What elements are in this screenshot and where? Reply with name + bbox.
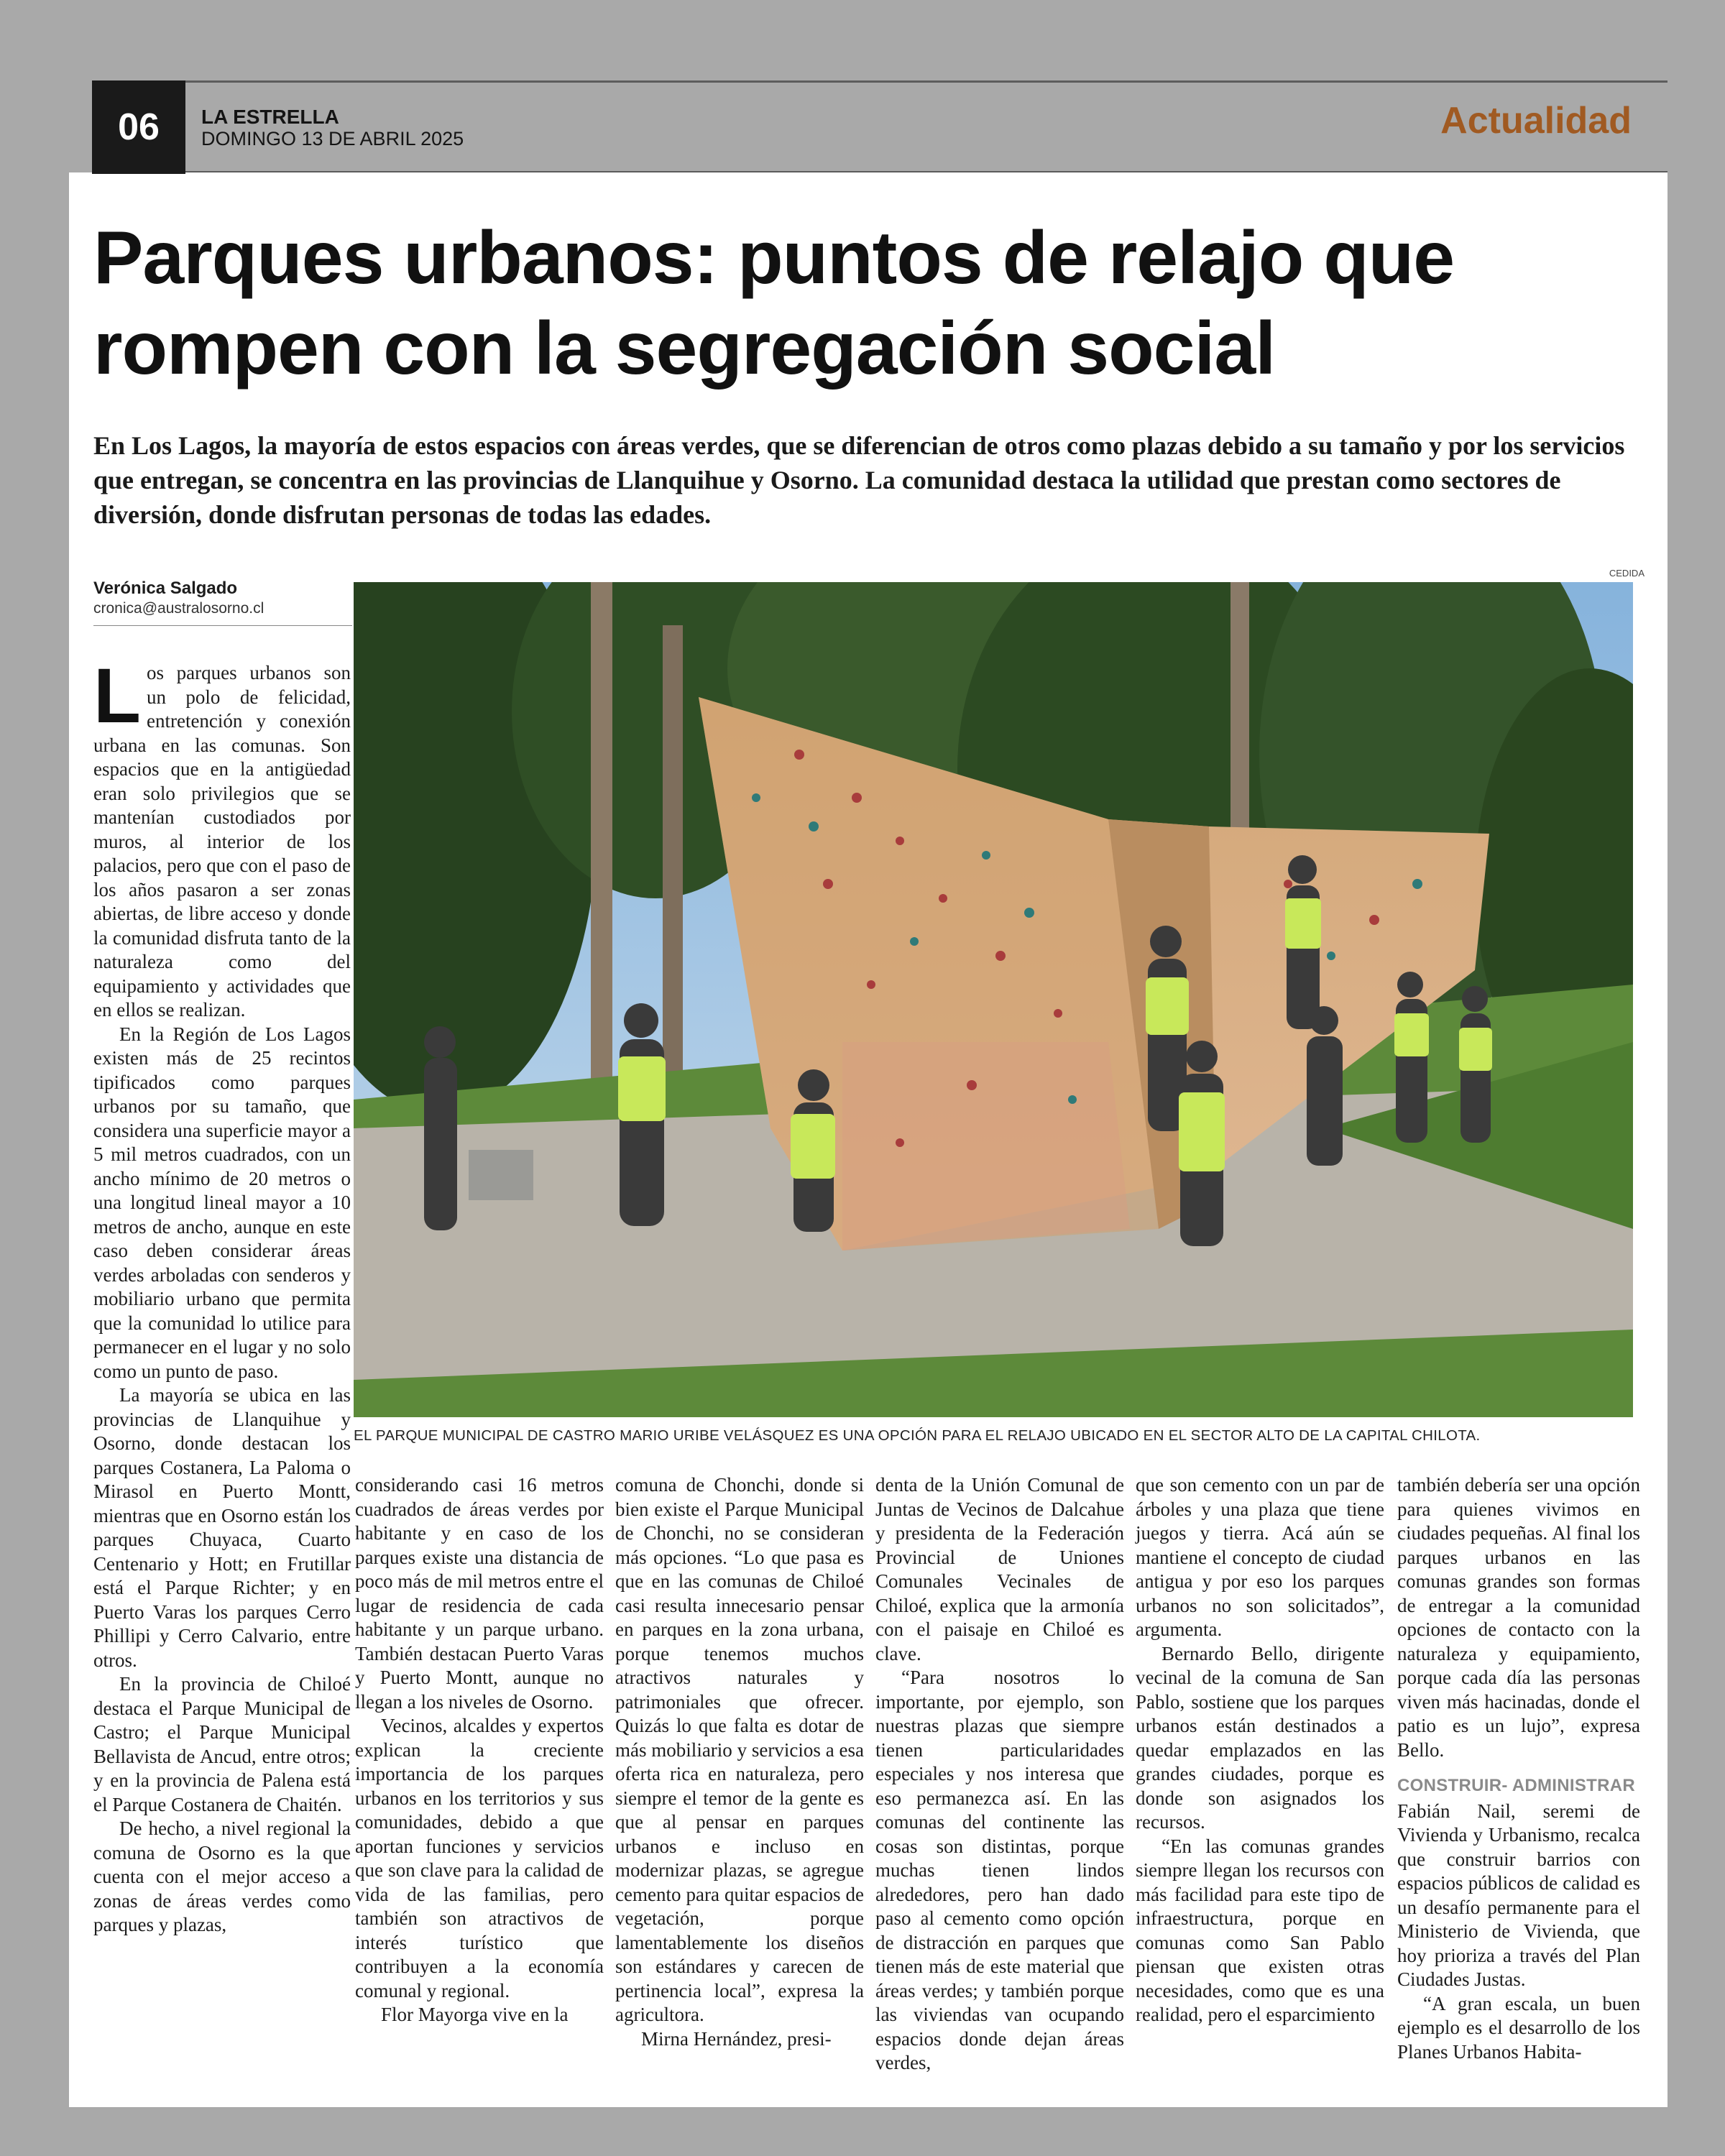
col6-paragraph-1: también debería ser una opción para quienes vivimos en ciudades pequeñas. Al final los parques urbanos en las comunas grandes son formas de entregar a la comunidad opciones de contacto con la naturaleza y equipamiento, porque cada día las personas viven más hacinadas, donde el patio es un lujo”, expresa Bello.	[1397, 1474, 1640, 1761]
col1-paragraph-1	[93, 652, 351, 1023]
byline	[93, 579, 352, 619]
col2-paragraph-1: considerando casi 16 metros cuadrados de áreas verdes por habitante y en caso de los parques existe una distancia de poco más de mil metros entre el lugar de residencia de cada habitante y un parque urbano. También destacan Puerto Varas y Puerto Montt, aunque no llegan a los niveles de Osorno.	[355, 1474, 604, 1713]
page-header	[69, 72, 1668, 172]
article-photo	[354, 582, 1633, 1417]
col5-paragraph-1: que son cemento con un par de árboles y una plaza que tiene juegos y tierra. Acá aún se mantiene el concepto de ciudad antigua y por eso los parques urbanos no son solicitados”, argumenta.	[1136, 1474, 1384, 1640]
subhead: CONSTRUIR- ADMINISTRAR	[1397, 1776, 1636, 1795]
headline: Parques urbanos: puntos de relajo que rompen con la segregación social	[93, 216, 1455, 390]
col1-paragraph-3: La mayoría se ubica en las provincias de Llanquihue y Osorno, donde destacan los parques Costanera, La Paloma o Mirasol en Puerto Montt, mientras que en Osorno están los parques Chuyaca, Cuarto Centenario y Hott; en Frutillar está el Parque Richter; y en Puerto Varas los parques Cerro Phillipi y Cerro Calvario, entre otros.	[93, 1384, 351, 1671]
col1-paragraph-1-text: os parques urbanos son un polo de felicidad, entretención y conexión urbana en las comunas. Son espacios que en la antigüedad eran solo privilegios que se mantenían custodiados por muros, al interior de los palacios, pero que con el paso de los años pasaron a ser zonas abiertas, de libre acceso y donde la comunidad disfruta tanto de la naturaleza como del equipamiento y actividades que en ellos se realizan.	[93, 662, 351, 1021]
header-rule	[92, 80, 1668, 83]
col1-paragraph-2: En la Región de Los Lagos existen más de 25 recintos tipificados como parques urbanos por su tamaño, que considera una superficie mayor a 5 mil metros cuadrados, con un ancho mínimo de 20 metros o una longitud lineal mayor a 10 metros de ancho, aunque en este caso deben considerar áreas verdes arboladas con senderos y mobiliario urbano que permita que la comunidad lo utilice para permanecer en el lugar y no solo como un punto de paso.	[93, 1023, 351, 1382]
article-column-6	[1397, 1473, 1640, 2064]
photo-caption: EL PARQUE MUNICIPAL DE CASTRO MARIO URIBE VELÁSQUEZ ES UNA OPCIÓN PARA EL RELAJO UBICADO EN EL SECTOR ALTO DE LA CAPITAL CHILOTA.	[354, 1427, 1481, 1444]
paper-name: LA ESTRELLA	[201, 106, 339, 128]
col1-paragraph-4: En la provincia de Chiloé destaca el Parque Municipal de Castro; el Parque Municipal Bellavista de Ancud, entre otros; y en la provincia de Palena está el Parque Costanera de Chaitén.	[93, 1673, 351, 1815]
section-label: Actualidad	[1440, 100, 1632, 142]
byline-rule	[93, 625, 352, 626]
col6-paragraph-2: Fabián Nail, seremi de Vivienda y Urbanismo, recalca que construir barrios con espacios públicos de calidad es un desafío permanente para el Ministerio de Vivienda, que hoy prioriza a través del Plan Ciudades Justas.	[1397, 1800, 1640, 1990]
page-number: 06	[92, 80, 185, 174]
article-column-4	[875, 1473, 1124, 2076]
dropcap: L	[93, 652, 141, 739]
col2-paragraph-2: Vecinos, alcaldes y expertos explican la creciente importancia de los parques urbanos en los territorios y sus comunidades, debido a que aportan funciones y servicios que son clave para la calidad de vida de las familias, pero también son atractivos de interés turístico que contribuyen a la economía comunal y regional.	[355, 1715, 604, 2001]
article-column-5	[1136, 1473, 1384, 2027]
col5-paragraph-3: “En las comunas grandes siempre llegan los recursos con más facilidad para este tipo de infraestructura, porque en comunas como San Pablo piensan que existen otras necesidades, como que es una realidad, pero el esparcimiento	[1136, 1835, 1384, 2025]
article-column-1	[93, 652, 351, 1938]
col5-paragraph-2: Bernardo Bello, dirigente vecinal de la comuna de San Pablo, sostiene que los parques urbanos están destinados a quedar emplazados en las grandes ciudades, porque es donde son asignados los recursos.	[1136, 1642, 1384, 1833]
newspaper-page	[69, 72, 1668, 2107]
header-bottom-rule	[184, 171, 1668, 172]
lead-paragraph: En Los Lagos, la mayoría de estos espacios con áreas verdes, que se diferencian de otros como plazas debido a su tamaño y por los servicios que entregan, se concentra en las provincias de Llanquihue y Osorno. La comunidad destaca la utilidad que prestan como sectores de diversión, donde disfrutan personas de todas las edades.	[93, 431, 1625, 529]
issue-date: DOMINGO 13 DE ABRIL 2025	[201, 128, 464, 149]
col3-paragraph-1: comuna de Chonchi, donde si bien existe el Parque Municipal de Chonchi, no se consideran más opciones. “Lo que pasa es que en las comunas de Chiloé casi resulta innecesario pensar en parques en la zona urbana, porque tenemos muchos atractivos naturales y patrimoniales que ofrecer. Quizás lo que falta es dotar de más mobiliario y servicios a esa oferta rica en naturaleza, pero siempre el temor de la gente es que al pensar en parques urbanos e incluso en modernizar plazas, se agregue cemento para quitar espacios de vegetación, porque lamentablemente los diseños son estándares y carecen de pertinencia local”, expresa la agricultora.	[615, 1474, 864, 2025]
col1-paragraph-5: De hecho, a nivel regional la comuna de Osorno es la que cuenta con el mejor acceso a zonas de áreas verdes como parques y plazas,	[93, 1818, 351, 1935]
author-name: Verónica Salgado	[93, 579, 238, 598]
masthead	[201, 106, 464, 149]
photo-credit: CEDIDA	[1609, 568, 1644, 579]
col6-paragraph-3: “A gran escala, un buen ejemplo es el desarrollo de los Planes Urbanos Habita-	[1397, 1992, 1640, 2063]
author-email: cronica@australosorno.cl	[93, 600, 264, 617]
article-column-3	[615, 1473, 864, 2051]
col4-paragraph-1: denta de la Unión Comunal de Juntas de Vecinos de Dalcahue y presidenta de la Federación Provincial de Uniones Comunales Vecinales de Chiloé, explica que la armonía con el paisaje en Chiloé es clave.	[875, 1474, 1124, 1664]
article-column-2	[355, 1473, 604, 2027]
climbing-wall-photo	[354, 582, 1633, 1417]
col3-paragraph-2: Mirna Hernández, presi-	[641, 2027, 832, 2050]
col4-paragraph-2: “Para nosotros lo importante, por ejemplo, son nuestras plazas que siempre tienen particularidades especiales y nos interesa que eso permanezca así. En las comunas del continente las cosas son distintas, porque muchas tienen lindos alrededores, pero han dado paso al cemento como opción de distracción en parques que tienen más de este material que áreas verdes; y también porque las viviendas van ocupando espacios donde dejan áreas verdes,	[875, 1667, 1124, 2073]
col2-paragraph-3: Flor Mayorga vive en la	[381, 2004, 569, 2025]
